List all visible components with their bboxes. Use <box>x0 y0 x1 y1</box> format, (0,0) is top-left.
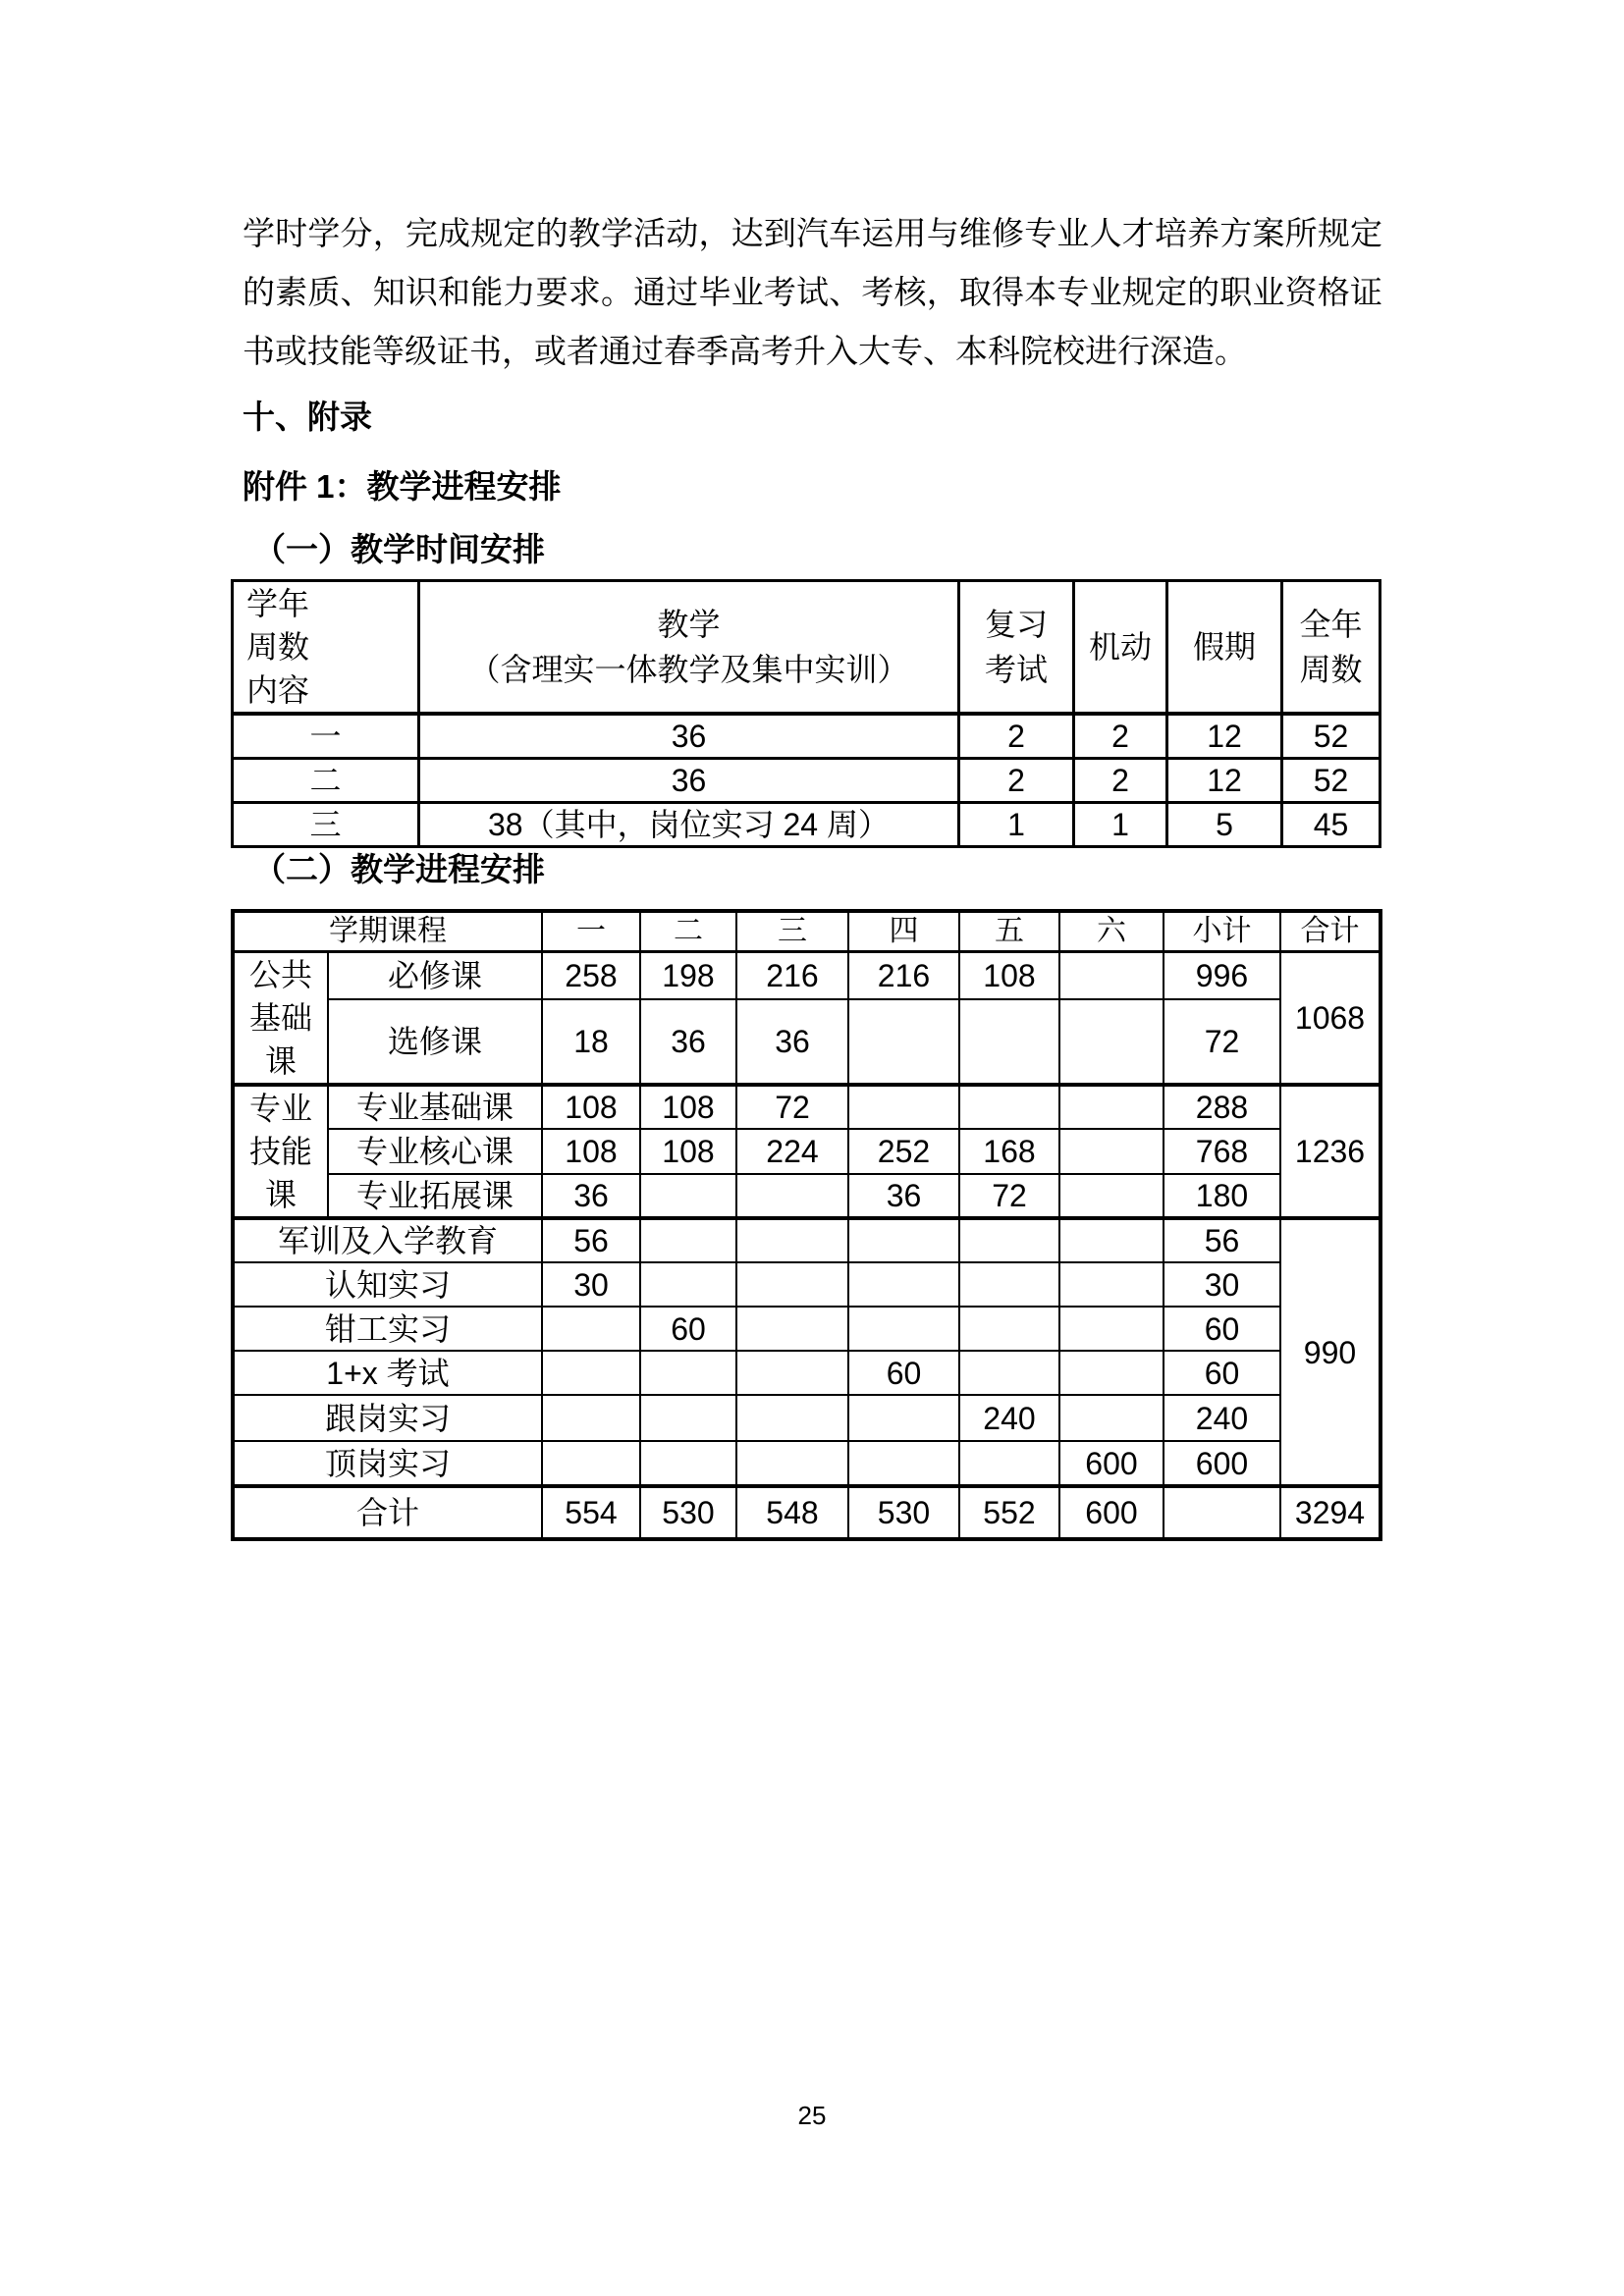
cell-s4: 216 <box>848 952 959 1000</box>
cell-s3 <box>736 1351 848 1395</box>
cell-s5: 72 <box>959 1174 1059 1218</box>
cell-s4 <box>848 1441 959 1486</box>
cell-s4 <box>848 1307 959 1351</box>
cell-subtotal: 768 <box>1164 1129 1280 1173</box>
cell-s1 <box>542 1307 640 1351</box>
cell-s2: 198 <box>640 952 736 1000</box>
teaching-time-table <box>231 579 1381 848</box>
year-total-line: 周数 <box>1299 652 1363 687</box>
cell-s6: 600 <box>1059 1441 1164 1486</box>
sem3-header: 三 <box>736 911 848 952</box>
table-row <box>233 999 1380 1085</box>
course-type: 专业拓展课 <box>328 1174 542 1218</box>
cell-s2 <box>640 1174 736 1218</box>
cell-s5 <box>959 1441 1059 1486</box>
cell-s3 <box>736 1395 848 1441</box>
row-label: 二 <box>233 758 419 802</box>
cell-s2 <box>640 1262 736 1307</box>
row-label: 跟岗实习 <box>233 1395 542 1441</box>
course-header-cell: 学期课程 <box>233 911 542 952</box>
course-type: 专业核心课 <box>328 1129 542 1173</box>
group-label: 公共基础课 <box>233 952 328 1086</box>
cell-flexible: 2 <box>1074 758 1167 802</box>
cell-s5 <box>959 1262 1059 1307</box>
cell-s6: 600 <box>1059 1486 1164 1539</box>
cell-year-total: 52 <box>1282 758 1380 802</box>
cell-s4: 252 <box>848 1129 959 1173</box>
table-row <box>233 758 1380 802</box>
cell-teaching: 36 <box>419 714 959 758</box>
table-row <box>233 1351 1380 1395</box>
cell-s3 <box>736 1441 848 1486</box>
heading-section-1: （一）教学时间安排 <box>253 531 545 567</box>
cell-s2: 108 <box>640 1085 736 1129</box>
sem2-header: 二 <box>640 911 736 952</box>
paragraph-line: 学时学分，完成规定的教学活动，达到汽车运用与维修专业人才培养方案所规定 <box>243 215 1382 251</box>
table-row <box>233 1262 1380 1307</box>
paragraph-line: 书或技能等级证书，或者通过春季高考升入大专、本科院校进行深造。 <box>243 333 1247 369</box>
cell-s4: 530 <box>848 1486 959 1539</box>
cell-total: 1236 <box>1280 1085 1380 1218</box>
review-header-cell <box>959 581 1074 715</box>
flexible-header-cell: 机动 <box>1074 581 1167 715</box>
sem6-header: 六 <box>1059 911 1164 952</box>
corner-line: 学年 <box>246 586 310 621</box>
corner-header-cell <box>233 581 419 715</box>
cell-s1 <box>542 1395 640 1441</box>
row-label: 合计 <box>233 1486 542 1539</box>
cell-flexible: 2 <box>1074 714 1167 758</box>
cell-s3: 216 <box>736 952 848 1000</box>
cell-s3 <box>736 1218 848 1262</box>
cell-s3: 548 <box>736 1486 848 1539</box>
cell-total: 1068 <box>1280 952 1380 1086</box>
cell-s6 <box>1059 1395 1164 1441</box>
row-label: 钳工实习 <box>233 1307 542 1351</box>
table-row <box>233 1441 1380 1486</box>
cell-s1: 36 <box>542 1174 640 1218</box>
cell-total: 3294 <box>1280 1486 1380 1539</box>
table-row <box>233 1129 1380 1173</box>
table-header-row <box>233 581 1380 715</box>
cell-subtotal: 60 <box>1164 1351 1280 1395</box>
cell-flexible: 1 <box>1074 802 1167 846</box>
cell-subtotal <box>1164 1486 1280 1539</box>
table-row <box>233 1395 1380 1441</box>
cell-s4 <box>848 999 959 1085</box>
cell-s2: 36 <box>640 999 736 1085</box>
cell-s1 <box>542 1351 640 1395</box>
cell-s3: 36 <box>736 999 848 1085</box>
cell-s1 <box>542 1441 640 1486</box>
cell-s3: 224 <box>736 1129 848 1173</box>
heading-section-2: （二）教学进程安排 <box>253 851 545 887</box>
cell-s4: 60 <box>848 1351 959 1395</box>
cell-s5 <box>959 1085 1059 1129</box>
cell-s6 <box>1059 1351 1164 1395</box>
cell-s6 <box>1059 952 1164 1000</box>
cell-year-total: 52 <box>1282 714 1380 758</box>
teaching-note: （含理实一体教学及集中实训） <box>468 652 909 687</box>
table-row <box>233 1218 1380 1262</box>
teaching-header-cell <box>419 581 959 715</box>
cell-subtotal: 240 <box>1164 1395 1280 1441</box>
cell-s5 <box>959 1351 1059 1395</box>
cell-s2 <box>640 1218 736 1262</box>
cell-s6 <box>1059 999 1164 1085</box>
table-row <box>233 802 1380 846</box>
sem4-header: 四 <box>848 911 959 952</box>
table-row <box>233 714 1380 758</box>
cell-vacation: 5 <box>1167 802 1282 846</box>
corner-line: 周数 <box>246 629 310 665</box>
row-label: 1+x 考试 <box>233 1351 542 1395</box>
body-paragraph <box>243 204 1382 381</box>
course-type: 选修课 <box>328 999 542 1085</box>
cell-s1: 18 <box>542 999 640 1085</box>
cell-s2: 60 <box>640 1307 736 1351</box>
cell-s3 <box>736 1174 848 1218</box>
table-row <box>233 952 1380 1000</box>
group-label: 专业技能课 <box>233 1085 328 1218</box>
cell-subtotal: 30 <box>1164 1262 1280 1307</box>
cell-review: 1 <box>959 802 1074 846</box>
cell-s1: 258 <box>542 952 640 1000</box>
cell-s1: 108 <box>542 1129 640 1173</box>
cell-s6 <box>1059 1085 1164 1129</box>
row-label: 认知实习 <box>233 1262 542 1307</box>
cell-s6 <box>1059 1174 1164 1218</box>
row-label: 顶岗实习 <box>233 1441 542 1486</box>
cell-s5 <box>959 1307 1059 1351</box>
cell-s4 <box>848 1395 959 1441</box>
cell-year-total: 45 <box>1282 802 1380 846</box>
cell-vacation: 12 <box>1167 714 1282 758</box>
table-row <box>233 1307 1380 1351</box>
cell-s2 <box>640 1441 736 1486</box>
review-line: 考试 <box>984 652 1048 687</box>
course-type: 专业基础课 <box>328 1085 542 1129</box>
table-header-row <box>233 911 1380 952</box>
cell-subtotal: 600 <box>1164 1441 1280 1486</box>
table-row <box>233 1174 1380 1218</box>
row-label: 一 <box>233 714 419 758</box>
cell-s6 <box>1059 1129 1164 1173</box>
cell-s3 <box>736 1262 848 1307</box>
cell-s2 <box>640 1395 736 1441</box>
cell-s1: 554 <box>542 1486 640 1539</box>
cell-s4 <box>848 1262 959 1307</box>
heading-appendix: 十、附录 <box>243 399 372 435</box>
teaching-title: 教学 <box>657 607 721 642</box>
cell-s4 <box>848 1085 959 1129</box>
cell-s2: 530 <box>640 1486 736 1539</box>
cell-subtotal: 996 <box>1164 952 1280 1000</box>
cell-review: 2 <box>959 758 1074 802</box>
cell-s5: 168 <box>959 1129 1059 1173</box>
cell-subtotal: 72 <box>1164 999 1280 1085</box>
heading-attachment-1: 附件 1：教学进程安排 <box>243 468 562 505</box>
total-header: 合计 <box>1280 911 1380 952</box>
cell-vacation: 12 <box>1167 758 1282 802</box>
row-label: 军训及入学教育 <box>233 1218 542 1262</box>
cell-s4: 36 <box>848 1174 959 1218</box>
page-number: 25 <box>797 2101 827 2130</box>
year-total-header-cell <box>1282 581 1380 715</box>
cell-s1: 56 <box>542 1218 640 1262</box>
cell-s5: 108 <box>959 952 1059 1000</box>
cell-s6 <box>1059 1218 1164 1262</box>
cell-s6 <box>1059 1307 1164 1351</box>
year-total-line: 全年 <box>1299 607 1363 642</box>
cell-subtotal: 288 <box>1164 1085 1280 1129</box>
corner-line: 内容 <box>246 672 310 708</box>
cell-s3: 72 <box>736 1085 848 1129</box>
cell-teaching: 36 <box>419 758 959 802</box>
cell-s2 <box>640 1351 736 1395</box>
table-row <box>233 1085 1380 1129</box>
cell-s5: 240 <box>959 1395 1059 1441</box>
paragraph-line: 的素质、知识和能力要求。通过毕业考试、考核，取得本专业规定的职业资格证 <box>243 274 1382 310</box>
table-row <box>233 1486 1380 1539</box>
sem1-header: 一 <box>542 911 640 952</box>
cell-s3 <box>736 1307 848 1351</box>
review-line: 复习 <box>984 607 1048 642</box>
cell-subtotal: 60 <box>1164 1307 1280 1351</box>
teaching-progress-table <box>231 909 1382 1541</box>
cell-s5 <box>959 1218 1059 1262</box>
course-type: 必修课 <box>328 952 542 1000</box>
cell-s1: 30 <box>542 1262 640 1307</box>
vacation-header-cell: 假期 <box>1167 581 1282 715</box>
cell-review: 2 <box>959 714 1074 758</box>
cell-s1: 108 <box>542 1085 640 1129</box>
cell-s5 <box>959 999 1059 1085</box>
row-label: 三 <box>233 802 419 846</box>
subtotal-header: 小计 <box>1164 911 1280 952</box>
sem5-header: 五 <box>959 911 1059 952</box>
cell-s4 <box>848 1218 959 1262</box>
cell-subtotal: 180 <box>1164 1174 1280 1218</box>
cell-total: 990 <box>1280 1218 1380 1486</box>
cell-teaching: 38（其中，岗位实习 24 周） <box>419 802 959 846</box>
cell-s6 <box>1059 1262 1164 1307</box>
cell-s5: 552 <box>959 1486 1059 1539</box>
cell-s2: 108 <box>640 1129 736 1173</box>
cell-subtotal: 56 <box>1164 1218 1280 1262</box>
